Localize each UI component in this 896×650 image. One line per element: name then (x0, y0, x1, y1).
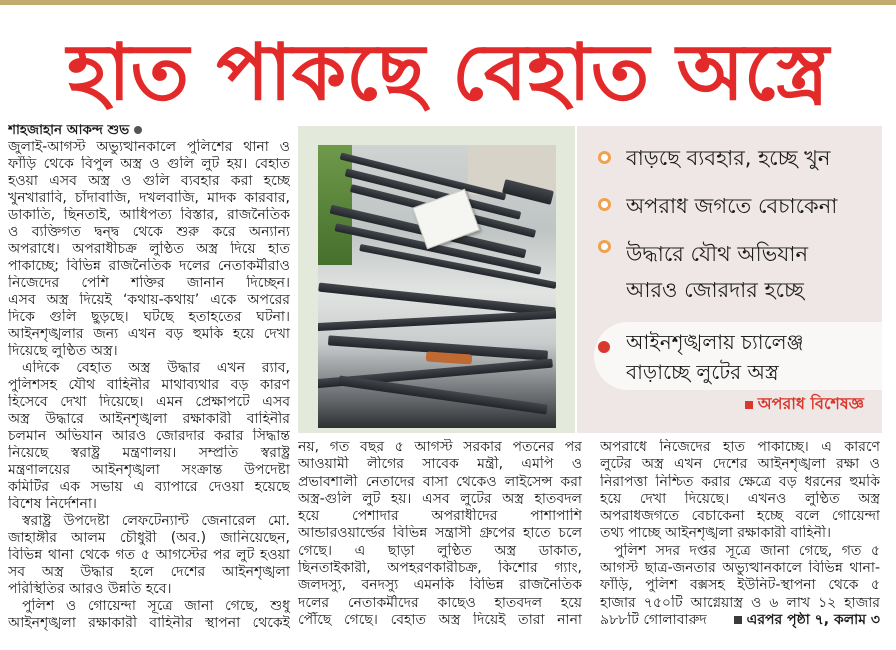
article-line: বিশেষ নির্দেশনা। (8, 496, 97, 512)
article-line: হিসেবে দেখা দিয়েছে। এমন প্রেক্ষাপটে এসব (8, 394, 290, 410)
headline: হাত পাকছে বেহাত অস্ত্রে (66, 28, 830, 118)
highlight-point-text: বাড়ছে ব্যবহার, হচ্ছে খুন (626, 146, 831, 170)
article-line: স্বরাষ্ট্র উপদেষ্টা লেফটেন্যান্ট জেনারেল মো. (22, 513, 290, 529)
article-line: সব অস্ত্র উদ্ধার হলে দেশের আইনশৃঙ্খলা (8, 564, 290, 580)
square-icon (745, 401, 753, 409)
article-line: অপরাধজগতে বেচাকেনা হচ্ছে বলে গোয়েন্দা (600, 508, 880, 525)
dot-icon (598, 341, 610, 353)
article-line: নিরাপত্তা নিশ্চিত করার ক্ষেত্রে বড় ধরনের হুমকি (600, 473, 880, 490)
article-line: অপরাধে নিজেদের হাত পাকাচ্ছে। এ কারণে (600, 439, 880, 455)
article-line: পুলিশ ও গোয়েন্দা সূত্রে জানা গেছে, শুধু (22, 598, 290, 614)
article-line: নয়, গত বছর ৫ আগস্ট সরকার পতনের পর (298, 439, 582, 455)
top-border-band (0, 0, 896, 5)
article-line: লুটের অস্ত্র এখন দেশের আইনশৃঙ্খলা রক্ষা ও (600, 456, 880, 473)
article-column-left (8, 139, 290, 632)
highlight-point-text: উদ্ধারে যৌথ অভিযান (626, 242, 808, 266)
article-line: ফাঁড়ি, পুলিশ বক্সসহ ইউনিট-স্থাপনা থেকে ৫ (600, 577, 880, 594)
expert-quote-text: আইনশৃঙ্খলায় চ্যালেঞ্জ (626, 330, 804, 354)
article-line: আইনশৃঙ্খলার জন্য এখন বড় হুমকি হয়ে দেখা (8, 326, 290, 342)
article-line: ছিনতাইকারী, অপহরণকারীচক্র, কিশোর গ্যাং, (298, 560, 582, 577)
article-line: জলদস্যু, বনদস্যু এমনকি বিভিন্ন রাজনৈতিক (298, 577, 582, 594)
news-photo (318, 145, 556, 428)
article-line: পাকাচ্ছে; বিভিন্ন রাজনৈতিক দলের নেতাকর্মীরাও (8, 258, 290, 274)
article-line: আন্ডারওয়ার্ল্ডের বিভিন্ন সন্ত্রাসী গ্রুপের হাতে চলে (298, 525, 582, 542)
article-line: দিকে গুলি ছুড়ছে। ঘটছে হতাহতের ঘটনা। (8, 309, 290, 325)
article-line: হয়ে পেশাদার অপরাধীদের পাশাপাশি (298, 508, 582, 525)
continuation-note (734, 612, 880, 629)
byline (8, 122, 290, 139)
article-line: নিয়েছে স্বরাষ্ট্র মন্ত্রণালয়। সম্প্রতি স্বরাষ্ট্র (8, 445, 290, 461)
article-line: ফাঁড়ি থেকে বিপুল অস্ত্র ও গুলি লুট হয়। বেহাত (8, 156, 290, 172)
article-line: অস্ত্র উদ্ধারে আইনশৃঙ্খলা রক্ষাকারী বাহিনীর (8, 411, 290, 427)
ring-bullet-icon (598, 151, 611, 164)
byline-text: শাহজাহান আকন্দ শুভ (8, 122, 130, 138)
article-line: এসব অস্ত্র দিয়েই ‘কথায়-কথায়’ একে অপরের (8, 292, 290, 308)
ring-bullet-icon (598, 240, 611, 253)
article-line: জুলাই-আগস্ট অভ্যুত্থানকালে পুলিশের থানা ও (8, 139, 290, 155)
article-line: ৯৮৮টি গোলাবারুদ (600, 611, 707, 628)
article-line: এদিকে বেহাত অস্ত্র উদ্ধার এখন র‍্যাব, (22, 360, 290, 376)
continuation-text: এরপর পৃষ্ঠা ৭, কলাম ৩ (746, 611, 880, 628)
article-line: দলের নেতাকর্মীদের কাছেও হাতবদল হয়ে (298, 594, 582, 611)
article-column-right (600, 439, 880, 629)
highlight-point-text: অপরাধ জগতে বেচাকেনা (626, 194, 838, 218)
article-column-middle (298, 439, 582, 629)
article-line: আইনশৃঙ্খলা রক্ষাকারী বাহিনীর স্থাপনা থেকেই (8, 615, 290, 631)
article-line: দিয়েছে লুণ্ঠিত অস্ত্র। (8, 343, 118, 359)
article-line: জাহাঙ্গীর আলম চৌধুরী (অব.) জানিয়েছেন, (8, 530, 290, 546)
article-line: তথ্য পাচ্ছে আইনশৃঙ্খলা রক্ষাকারী বাহিনী। (600, 525, 832, 542)
article-line: পুলিশসহ যৌথ বাহিনীর মাথাব্যথার বড় কারণ (8, 377, 290, 393)
article-line: মন্ত্রণালয়ের আইনশৃঙ্খলা সংক্রান্ত উপদেষ্টা (8, 462, 290, 478)
rifle-shape (318, 310, 556, 331)
photo-panel (298, 126, 575, 433)
article-line-last (600, 612, 880, 629)
highlight-point-text: আরও জোরদার হচ্ছে (626, 278, 804, 302)
article-line: নিজেদের পেশি শক্তির জানান দিচ্ছেন। (8, 275, 290, 291)
article-line: কমিটির এক সভায় এ ব্যাপারে দেওয়া হয়েছে (8, 479, 290, 495)
expert-source-label: অপরাধ বিশেষজ্ঞ (757, 394, 864, 413)
article-line: হাজার ৭৫০টি আগ্নেয়াস্ত্র ও ৬ লাখ ১২ হাজার (600, 594, 880, 611)
article-line: বিভিন্ন থানা থেকে গত ৫ আগস্টের পর লুট হওয়া (8, 547, 290, 563)
highlight-box (577, 126, 882, 433)
article-line: অস্ত্র-গুলি লুট হয়। এসব লুটের অস্ত্র হাতবদল (298, 490, 582, 507)
article-line: পরিস্থিতির আরও উন্নতি হবে। (8, 581, 172, 597)
article-line: হওয়া এসব অস্ত্র ও গুলি ব্যবহার করা হচ্ছে (8, 173, 290, 189)
article-line: ডাকাতি, ছিনতাই, আধিপত্য বিস্তার, রাজনৈতিক (8, 207, 290, 223)
expert-source (745, 394, 864, 414)
article-line: আওয়ামী লীগের সাবেক মন্ত্রী, এমপি ও (298, 456, 582, 473)
rifle-scope-shape (426, 351, 473, 364)
rifle-shape (318, 283, 556, 317)
expert-quote-text: বাড়াচ্ছে লুটের অস্ত্র (626, 360, 779, 384)
article-line: খুনখারাবি, চাঁদাবাজি, দখলবাজি, মাদক কারবার, (8, 190, 290, 206)
article-line: গেছে। এ ছাড়া লুণ্ঠিত অস্ত্র ডাকাত, (298, 542, 582, 559)
article-line: প্রভাবশালী নেতাদের বাসা থেকেও লাইসেন্স করা (298, 473, 582, 490)
article-line: ও ব্যক্তিগত দ্বন্দ্ব থেকে শুরু করে অন্যান্য (8, 224, 290, 240)
article-line: হয়ে দেখা দিয়েছে। এখনও লুণ্ঠিত অস্ত্র (600, 490, 880, 507)
article-line: চলমান অভিযান আরও জোরদার করার সিদ্ধান্ত (8, 428, 290, 444)
ring-bullet-icon (598, 198, 611, 211)
dot-icon (134, 126, 142, 134)
article-line: পুলিশ সদর দপ্তর সূত্রে জানা গেছে, গত ৫ (614, 542, 880, 559)
article-line: পৌঁছে গেছে। বেহাত অস্ত্র দিয়েই তারা নানা (298, 611, 582, 628)
article-line: আগস্ট ছাত্র-জনতার অভ্যুত্থানকালে বিভিন্ন থানা- (600, 560, 880, 577)
square-icon (734, 616, 742, 624)
article-line: অপরাধে। অপরাধীচক্র লুণ্ঠিত অস্ত্র দিয়ে হাত (8, 241, 290, 257)
rifle-shape (338, 375, 547, 414)
